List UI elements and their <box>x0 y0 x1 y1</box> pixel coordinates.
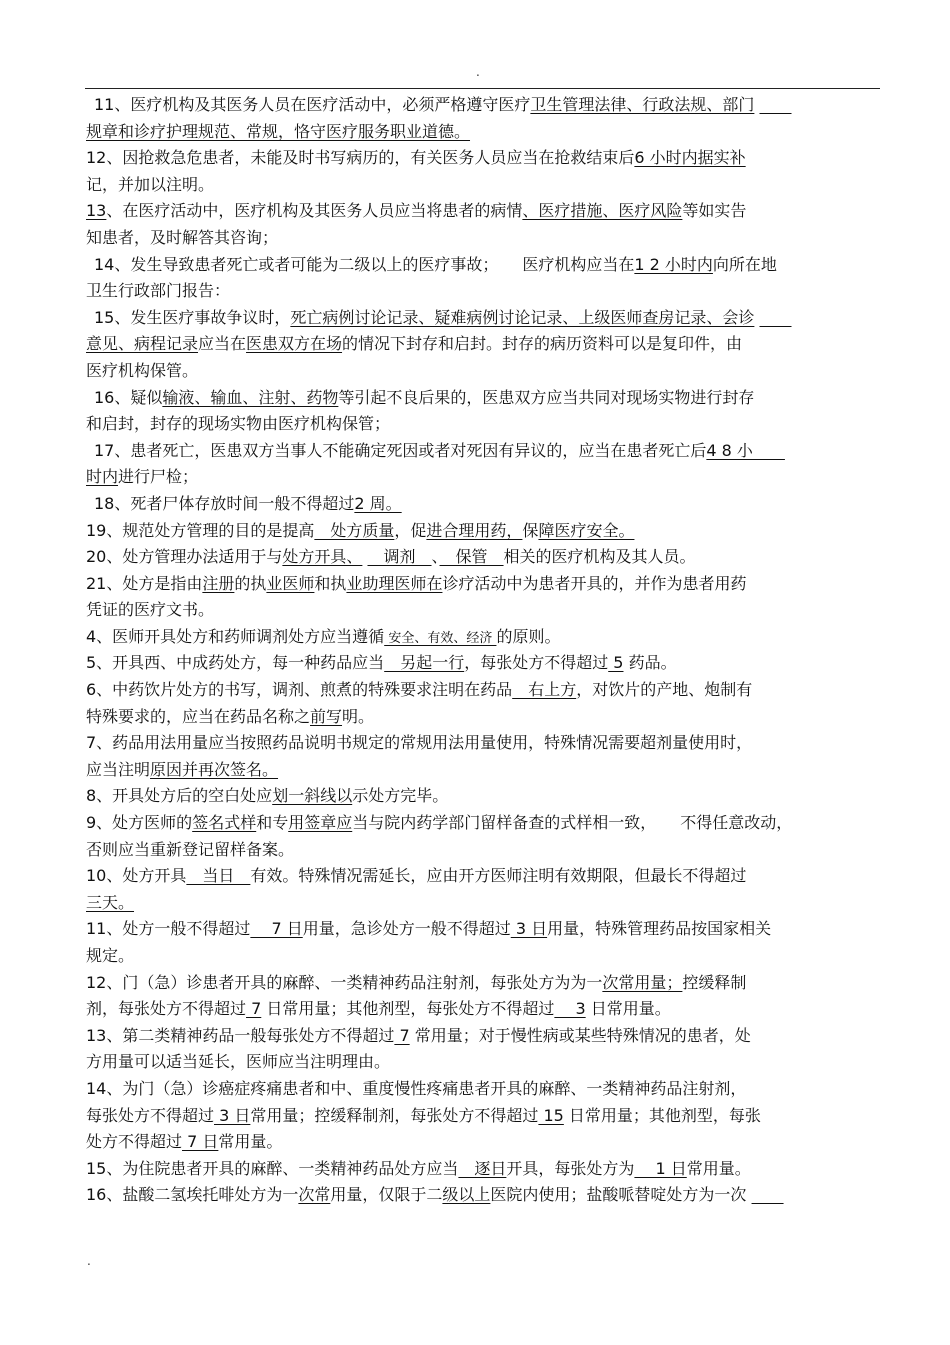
text-segment: 日常用量；其他剂型，每张处方不得超过 <box>261 999 555 1019</box>
text-segment: 的原则。 <box>496 626 561 646</box>
text-segment: 示处方完毕。 <box>352 786 449 806</box>
underlined-answer: 1 日 <box>634 1158 687 1178</box>
text-line <box>86 464 881 491</box>
text-segment: 14、发生导致患者死亡或者可能为二级以上的医疗事故； 医疗机构应当在 <box>94 254 635 274</box>
text-line <box>86 730 881 757</box>
text-line <box>86 198 881 225</box>
text-line <box>86 571 881 598</box>
text-line <box>86 1049 881 1076</box>
text-segment: 常用量。 <box>218 1132 283 1152</box>
text-segment: 规定。 <box>86 946 135 965</box>
underlined-answer: 、医疗措施、医疗风险 <box>522 201 683 221</box>
text-line <box>86 1182 881 1209</box>
underlined-answer: 6 小时内据实补 <box>634 148 746 168</box>
underlined-answer: 15 <box>538 1105 564 1125</box>
text-segment: 用量，仅限于二 <box>330 1185 443 1205</box>
underlined-answer: 业医师 <box>266 573 315 593</box>
underlined-answer: 13 <box>86 201 107 221</box>
text-line <box>86 650 881 677</box>
underlined-answer: 右上方 <box>512 680 577 700</box>
underlined-answer: 1 2 小时内 <box>634 254 713 274</box>
text-segment: 等如实告 <box>682 201 747 221</box>
text-segment: 医院内使用；盐酸哌替啶处方为一次 <box>490 1185 747 1205</box>
text-line <box>86 970 881 997</box>
underlined-answer: 卫生管理法律、行政法规、部门 <box>530 95 755 114</box>
text-segment: 15、为住院患者开具的麻醉、一类精神药品处方应当 <box>86 1158 459 1178</box>
text-segment: 用量，特殊管理药品按国家相关 <box>547 919 772 939</box>
underlined-answer: 次常 <box>298 1185 331 1205</box>
text-segment: 记，并加以注明。 <box>86 174 215 194</box>
text-line <box>86 597 881 624</box>
text-line <box>86 491 881 518</box>
text-line <box>86 252 881 279</box>
text-segment: 、 <box>431 547 440 567</box>
underlined-answer: 4 8 小 <box>706 440 785 460</box>
underlined-answer: 障医疗安全。 <box>538 520 635 540</box>
underlined-answer: 3 日 <box>214 1105 251 1125</box>
text-line <box>86 1023 881 1050</box>
text-segment: 保 <box>522 520 539 540</box>
text-segment: 16、盐酸二氢埃托啡处方为一 <box>86 1185 299 1205</box>
text-line <box>86 996 881 1023</box>
underlined-answer: 逐日 <box>458 1158 507 1178</box>
underlined-answer: 处方质量 <box>314 520 395 540</box>
text-segment: 9、处方医师的 <box>86 813 193 833</box>
text-line <box>86 1156 881 1183</box>
document-body <box>86 92 881 1209</box>
text-line <box>86 810 881 837</box>
text-line <box>86 624 881 651</box>
text-segment: 有效。特殊情况需延长，应由开方医师注明有效期限，但最长不得超过 <box>250 866 747 886</box>
underlined-answer: 7 <box>246 999 262 1019</box>
underlined-answer: 时内 <box>86 467 119 487</box>
text-segment: 向所在地 <box>712 254 777 274</box>
text-segment: 诊疗活动中为患者开具的，并作为患者用药 <box>442 573 747 593</box>
text-segment: 每张处方不得超过 <box>86 1105 215 1125</box>
text-line <box>86 411 881 438</box>
text-segment: 和启封，封存的现场实物由医疗机构保管； <box>86 414 391 434</box>
underlined-answer: 签名式样 <box>192 813 257 833</box>
underlined-answer: 划一斜线以 <box>272 786 353 806</box>
text-segment: 应当注明 <box>86 759 151 779</box>
text-line <box>86 863 881 890</box>
text-segment: 18、死者尸体存放时间一般不得超过 <box>94 493 355 513</box>
text-segment: ，对饮片的产地、炮制有 <box>576 680 753 700</box>
text-segment: ，每张处方不得超过 <box>464 653 609 673</box>
text-line <box>86 331 881 358</box>
underlined-answer <box>759 95 791 114</box>
text-segment: 10、处方开具 <box>86 866 187 886</box>
text-line <box>86 358 881 385</box>
text-segment: 常用量；对于慢性病或某些特殊情况的患者，处 <box>409 1025 751 1045</box>
underlined-answer: 调剂 <box>367 547 432 567</box>
underlined-answer: 2 周。 <box>354 493 402 513</box>
text-line <box>86 704 881 731</box>
text-segment: 凭证的医疗文书。 <box>86 600 215 620</box>
underlined-answer: 进合理用药， <box>426 520 523 540</box>
text-segment: 17、患者死亡，医患双方当事人不能确定死因或者对死因有异议的，应当在患者死亡后 <box>94 440 707 460</box>
text-segment: 7、药品用法用量应当按照药品说明书规定的常规用法用量使用，特殊情况需要超剂量使用时， <box>86 733 753 753</box>
underlined-answer: 注册 <box>202 573 235 593</box>
text-segment: 20、处方管理办法适用于与 <box>86 547 283 567</box>
header-mark: . <box>476 65 480 79</box>
text-segment: 和专 <box>256 813 289 833</box>
text-segment: 的执 <box>234 573 267 593</box>
text-line <box>86 916 881 943</box>
text-segment: 和执 <box>314 573 347 593</box>
underlined-answer: 次常用量； <box>602 972 683 992</box>
text-segment: 8、开具处方后的空白处应 <box>86 786 273 806</box>
text-segment: 11、处方一般不得超过 <box>86 919 251 939</box>
text-segment: 明。 <box>342 706 375 726</box>
text-segment: 的情况下封存和启封。封存的病历资料可以是复印件，由 <box>342 334 743 354</box>
header-rule <box>85 88 880 89</box>
underlined-answer: 意见、病程记录 <box>86 334 199 354</box>
text-line <box>86 677 881 704</box>
underlined-answer: 5 <box>608 653 624 673</box>
text-segment: 6、中药饮片处方的书写，调剂、煎煮的特殊要求注明在药品 <box>86 680 513 700</box>
text-segment: 15、发生医疗事故争议时， <box>94 307 291 327</box>
underlined-answer <box>752 1185 784 1204</box>
text-segment: 日常用量。 <box>585 999 671 1019</box>
text-line <box>86 943 881 970</box>
underlined-answer: 输液、输血、注射、药物 <box>162 387 339 407</box>
text-line <box>86 278 881 305</box>
text-line <box>86 837 881 864</box>
underlined-answer: 安全、有效、经济 <box>384 630 497 646</box>
text-segment: 处方不得超过 <box>86 1132 183 1152</box>
text-segment: 剂，每张处方不得超过 <box>86 999 247 1019</box>
text-segment: 等引起不良后果的，医患双方应当共同对现场实物进行封存 <box>338 387 755 407</box>
text-segment: 21、处方是指由 <box>86 573 203 593</box>
text-segment: 14、为门（急）诊癌症疼痛患者和中、重度慢性疼痛患者开具的麻醉、一类精神药品注射剂， <box>86 1078 747 1098</box>
text-line <box>86 1076 881 1103</box>
underlined-answer: 业助理医师在 <box>346 573 443 593</box>
text-segment: 常用量。 <box>686 1158 751 1178</box>
underlined-answer: 7 日 <box>182 1132 219 1152</box>
text-line <box>86 305 881 332</box>
text-segment: 应当在 <box>198 334 247 354</box>
underlined-answer: 级以上 <box>442 1185 491 1205</box>
underlined-answer: 前写 <box>310 706 343 726</box>
text-line <box>86 890 881 917</box>
underlined-answer <box>759 308 791 327</box>
text-line <box>86 757 881 784</box>
text-segment: 用量，急诊处方一般不得超过 <box>302 919 511 939</box>
text-segment: 12、因抢救急危患者，未能及时书写病历的，有关医务人员应当在抢救结束后 <box>86 148 635 168</box>
text-segment: 方用量可以适当延长，医师应当注明理由。 <box>86 1052 391 1072</box>
text-segment: 进行尸检； <box>118 467 199 487</box>
underlined-answer: 处方开具、 <box>282 547 363 567</box>
text-line <box>86 544 881 571</box>
text-segment: 特殊要求的，应当在药品名称之 <box>86 706 311 726</box>
text-segment: 11、医疗机构及其医务人员在医疗活动中，必须严格遵守医疗 <box>94 95 531 114</box>
text-segment: 控缓释制 <box>682 972 747 992</box>
text-line <box>86 92 881 119</box>
text-segment: 否则应当重新登记留样备案。 <box>86 839 295 859</box>
underlined-answer: 用签章应 <box>288 813 353 833</box>
text-segment: 5、开具西、中成药处方，每一种药品应当 <box>86 653 385 673</box>
text-line <box>86 172 881 199</box>
text-segment: 16、疑似 <box>94 387 163 407</box>
underlined-answer: 医患双方在场 <box>246 334 343 354</box>
underlined-answer: 3 日 <box>510 919 548 939</box>
text-segment: 、在医疗活动中，医疗机构及其医务人员应当将患者的病情 <box>106 201 523 221</box>
text-segment: 知患者，及时解答其咨询； <box>86 227 279 247</box>
text-segment: 19、规范处方管理的目的是提高 <box>86 520 315 540</box>
text-line <box>86 438 881 465</box>
text-segment: ，促 <box>394 520 427 540</box>
text-line <box>86 1129 881 1156</box>
text-segment: 卫生行政部门报告： <box>86 281 231 301</box>
underlined-answer: 7 日 <box>250 919 303 939</box>
text-line <box>86 225 881 252</box>
text-segment: 12、门（急）诊患者开具的麻醉、一类精神药品注射剂，每张处方为为一 <box>86 972 603 992</box>
text-segment: 开具，每张处方为 <box>506 1158 635 1178</box>
text-segment: 当与院内药学部门留样备查的式样相一致， 不得任意改动， <box>352 813 793 833</box>
underlined-answer: 规章和诊疗护理规范、常规，恪守医疗服务职业道德。 <box>86 121 471 141</box>
text-line <box>86 119 881 146</box>
footer-mark: . <box>87 1254 91 1268</box>
text-line <box>86 145 881 172</box>
underlined-answer: 另起一行 <box>384 653 465 673</box>
text-segment: 4、医师开具处方和药师调剂处方应当遵循 <box>86 626 385 646</box>
text-segment: 13、第二类精神药品一般每张处方不得超过 <box>86 1025 395 1045</box>
text-line <box>86 783 881 810</box>
underlined-answer: 3 <box>554 999 586 1019</box>
text-line <box>86 518 881 545</box>
text-line <box>86 385 881 412</box>
underlined-answer: 三天。 <box>86 892 135 912</box>
text-segment: 医疗机构保管。 <box>86 360 199 380</box>
text-line <box>86 1103 881 1130</box>
underlined-answer: 当日 <box>186 866 251 886</box>
underlined-answer: 7 <box>394 1025 410 1045</box>
text-segment: 药品。 <box>623 653 677 673</box>
underlined-answer: 死亡病例讨论记录、疑难病例讨论记录、上级医师查房记录、会诊 <box>290 307 755 327</box>
text-segment: 常用量；控缓释制剂，每张处方不得超过 <box>250 1105 539 1125</box>
underlined-answer: 保管 <box>439 547 504 567</box>
underlined-answer: 原因并再次签名。 <box>150 759 279 779</box>
text-segment: 日常用量；其他剂型，每张 <box>563 1105 761 1125</box>
text-segment: 相关的医疗机构及其人员。 <box>503 547 696 567</box>
